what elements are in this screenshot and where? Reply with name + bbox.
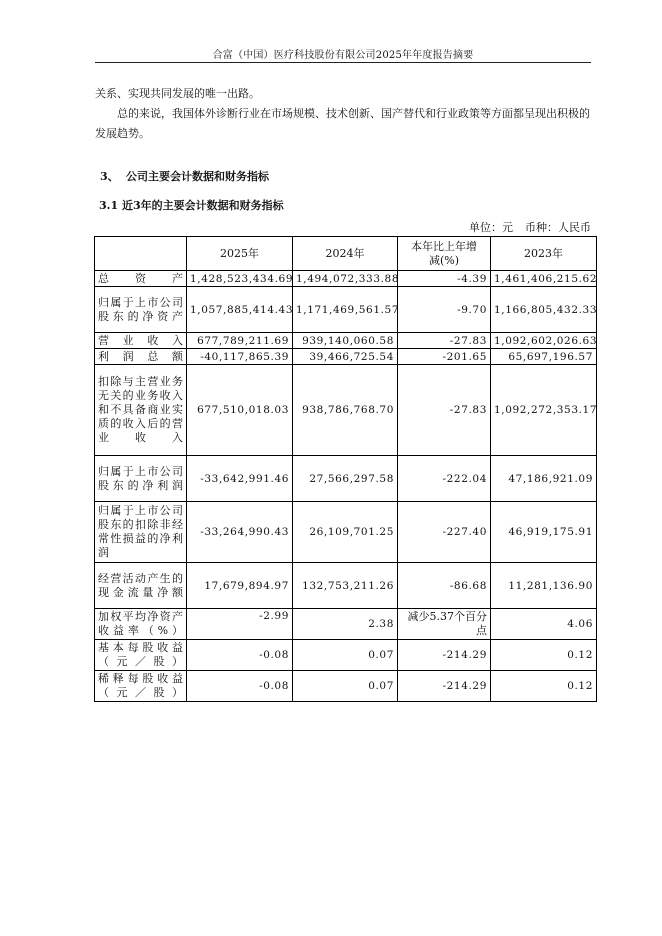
cell-2025: -2.99: [187, 609, 293, 640]
table-row: [95, 502, 597, 563]
table-row: [95, 333, 597, 349]
table-header-empty: [95, 237, 187, 271]
table-row: [95, 271, 597, 287]
paragraph-2: 总的来说，我国体外诊断行业在市场规模、技术创新、国产替代和行业政策等方面都呈现出积极的发展趋势。: [95, 107, 590, 140]
row-label: 稀释每股收益（元／股）: [95, 671, 187, 702]
table-row: [95, 287, 597, 333]
table-row: [95, 456, 597, 502]
row-label: 加权平均净资产收益率（%）: [95, 609, 187, 640]
page-header-title: 合富（中国）医疗科技股份有限公司2025年年度报告摘要: [212, 50, 474, 61]
cell-change: 减少5.37个百分点: [398, 609, 491, 640]
cell-2024: 939,140,060.58: [293, 333, 398, 349]
row-label: 基本每股收益（元／股）: [95, 640, 187, 671]
cell-2024: 39,466,725.54: [293, 349, 398, 365]
cell-2024: 0.07: [293, 671, 398, 702]
financial-data-table: [94, 236, 597, 702]
cell-2024: 0.07: [293, 640, 398, 671]
cell-change: -27.83: [398, 365, 491, 456]
unit-line: [430, 219, 591, 235]
cell-2023: 1,166,805,432.33: [491, 287, 597, 333]
cell-2024: 2.38: [293, 609, 398, 640]
cell-2025: 677,789,211.69: [187, 333, 293, 349]
cell-2025: -33,264,990.43: [187, 502, 293, 563]
header-divider: [95, 62, 591, 63]
row-label: 扣除与主营业务无关的业务收入和不具备商业实质的收入后的营业收入: [95, 365, 187, 456]
row-label: 总资产: [95, 271, 187, 287]
cell-change: -214.29: [398, 671, 491, 702]
cell-2023: 1,092,272,353.17: [491, 365, 597, 456]
cell-2023: 65,697,196.57: [491, 349, 597, 365]
cell-change: -227.40: [398, 502, 491, 563]
table-header-2024: 2024年: [293, 237, 398, 271]
cell-2025: -0.08: [187, 640, 293, 671]
cell-2023: 4.06: [491, 609, 597, 640]
cell-2023: 1,461,406,215.62: [491, 271, 597, 287]
cell-2023: 46,919,175.91: [491, 502, 597, 563]
cell-2025: 677,510,018.03: [187, 365, 293, 456]
row-label: 归属于上市公司股东的净资产: [95, 287, 187, 333]
cell-2023: 11,281,136.90: [491, 563, 597, 609]
table-row: [95, 365, 597, 456]
cell-2025: 17,679,894.97: [187, 563, 293, 609]
row-label: 营业收入: [95, 333, 187, 349]
table-row: [95, 349, 597, 365]
table-row: [95, 671, 597, 702]
cell-change: -9.70: [398, 287, 491, 333]
currency-label: 币种：人民币: [525, 221, 591, 234]
cell-2024: 26,109,701.25: [293, 502, 398, 563]
row-label: 经营活动产生的现金流量净额: [95, 563, 187, 609]
cell-2023: 1,092,602,026.63: [491, 333, 597, 349]
cell-change: -86.68: [398, 563, 491, 609]
row-label: 利润总额: [95, 349, 187, 365]
table-row: [95, 640, 597, 671]
cell-2025: -0.08: [187, 671, 293, 702]
row-label: 归属于上市公司股东的净利润: [95, 456, 187, 502]
section-3-title: 公司主要会计数据和财务指标: [126, 170, 269, 183]
row-label: 归属于上市公司股东的扣除非经常性损益的净利润: [95, 502, 187, 563]
cell-2024: 938,786,768.70: [293, 365, 398, 456]
paragraph-1: 关系、实现共同发展的唯一出路。: [95, 87, 260, 100]
cell-2023: 47,186,921.09: [491, 456, 597, 502]
cell-2024: 1,494,072,333.88: [293, 271, 398, 287]
cell-change: -222.04: [398, 456, 491, 502]
table-header-2023: 2023年: [491, 237, 597, 271]
cell-2025: -40,117,865.39: [187, 349, 293, 365]
table-row: [95, 609, 597, 640]
cell-change: -27.83: [398, 333, 491, 349]
cell-2024: 132,753,211.26: [293, 563, 398, 609]
section-3-1-heading: 3.1 近3年的主要会计数据和财务指标: [99, 199, 284, 212]
table-header-2025: 2025年: [187, 237, 293, 271]
cell-change: -214.29: [398, 640, 491, 671]
cell-2024: 1,171,469,561.57: [293, 287, 398, 333]
section-3-heading: [100, 168, 269, 184]
cell-2025: 1,057,885,414.43: [187, 287, 293, 333]
cell-change: -201.65: [398, 349, 491, 365]
table-header-row: [95, 237, 597, 271]
cell-2025: 1,428,523,434.69: [187, 271, 293, 287]
cell-2025: -33,642,991.46: [187, 456, 293, 502]
section-3-number: 3、: [100, 170, 119, 183]
cell-change: -4.39: [398, 271, 491, 287]
cell-2023: 0.12: [491, 640, 597, 671]
cell-2024: 27,566,297.58: [293, 456, 398, 502]
cell-2023: 0.12: [491, 671, 597, 702]
table-row: [95, 563, 597, 609]
unit-label: 单位：元: [469, 221, 513, 234]
table-header-change: 本年比上年增减(%): [398, 237, 491, 271]
